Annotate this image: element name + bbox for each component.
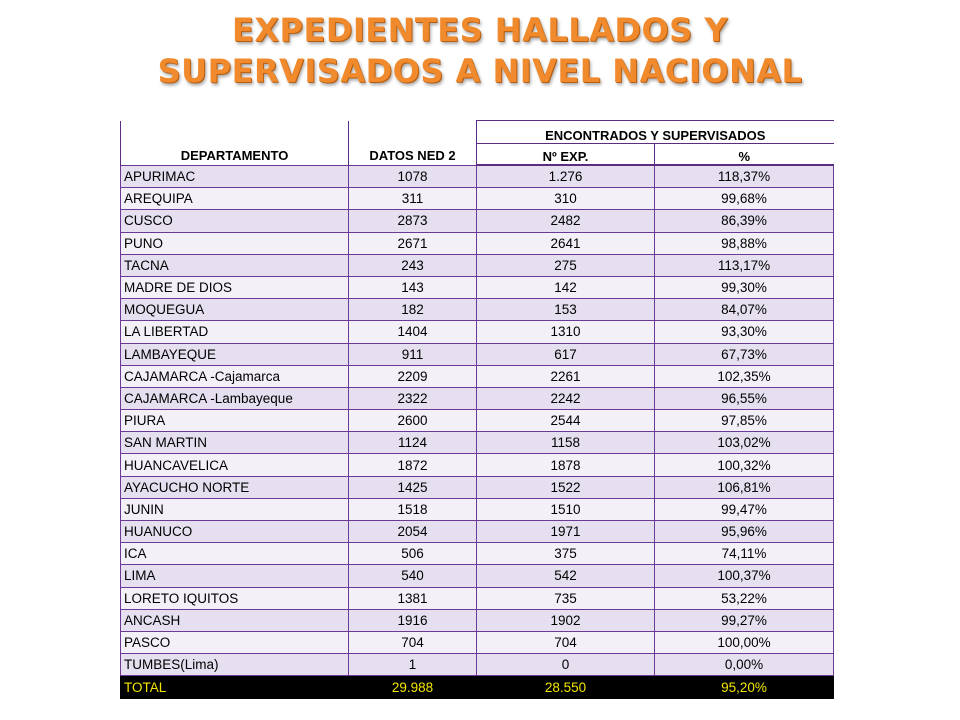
header-departamento: DEPARTAMENTO xyxy=(121,121,349,166)
cell-datos-ned: 2322 xyxy=(349,387,477,409)
cell-pct: 99,30% xyxy=(655,276,834,298)
header-encontrados: ENCONTRADOS Y SUPERVISADOS xyxy=(477,121,834,144)
total-exp: 28.550 xyxy=(477,676,655,699)
total-row xyxy=(121,676,834,699)
cell-datos-ned: 143 xyxy=(349,276,477,298)
cell-departamento: PASCO xyxy=(121,631,349,653)
cell-departamento: HUANUCO xyxy=(121,521,349,543)
cell-datos-ned: 1404 xyxy=(349,321,477,343)
cell-datos-ned: 1916 xyxy=(349,609,477,631)
cell-nro-exp: 375 xyxy=(477,543,655,565)
table-row xyxy=(121,521,834,543)
cell-nro-exp: 2482 xyxy=(477,210,655,232)
table-row xyxy=(121,232,834,254)
cell-datos-ned: 1518 xyxy=(349,498,477,520)
cell-pct: 100,37% xyxy=(655,565,834,587)
cell-departamento: PUNO xyxy=(121,232,349,254)
cell-pct: 102,35% xyxy=(655,365,834,387)
cell-datos-ned: 1872 xyxy=(349,454,477,476)
table-row xyxy=(121,565,834,587)
cell-departamento: MOQUEGUA xyxy=(121,299,349,321)
cell-nro-exp: 275 xyxy=(477,254,655,276)
table-body xyxy=(121,165,834,676)
cell-pct: 113,17% xyxy=(655,254,834,276)
cell-pct: 106,81% xyxy=(655,476,834,498)
cell-nro-exp: 704 xyxy=(477,631,655,653)
cell-nro-exp: 1971 xyxy=(477,521,655,543)
cell-nro-exp: 2641 xyxy=(477,232,655,254)
cell-nro-exp: 1158 xyxy=(477,432,655,454)
cell-departamento: CUSCO xyxy=(121,210,349,232)
table-row xyxy=(121,654,834,676)
cell-pct: 118,37% xyxy=(655,165,834,188)
table-row xyxy=(121,498,834,520)
table-row xyxy=(121,609,834,631)
cell-pct: 95,96% xyxy=(655,521,834,543)
title-line-1: EXPEDIENTES HALLADOS Y xyxy=(231,11,729,49)
cell-datos-ned: 2209 xyxy=(349,365,477,387)
cell-pct: 103,02% xyxy=(655,432,834,454)
cell-nro-exp: 1.276 xyxy=(477,165,655,188)
table-row xyxy=(121,365,834,387)
cell-nro-exp: 1878 xyxy=(477,454,655,476)
cell-nro-exp: 735 xyxy=(477,587,655,609)
header-nro-exp: Nº EXP. xyxy=(477,144,655,166)
header-datos-ned: DATOS NED 2 xyxy=(349,121,477,166)
cell-nro-exp: 617 xyxy=(477,343,655,365)
cell-departamento: SAN MARTIN xyxy=(121,432,349,454)
table-row xyxy=(121,387,834,409)
cell-pct: 100,00% xyxy=(655,631,834,653)
cell-nro-exp: 2261 xyxy=(477,365,655,387)
cell-datos-ned: 2600 xyxy=(349,410,477,432)
cell-datos-ned: 243 xyxy=(349,254,477,276)
total-ned: 29.988 xyxy=(349,676,477,699)
cell-nro-exp: 1902 xyxy=(477,609,655,631)
cell-departamento: LA LIBERTAD xyxy=(121,321,349,343)
table-row xyxy=(121,432,834,454)
cell-nro-exp: 2242 xyxy=(477,387,655,409)
cell-pct: 99,68% xyxy=(655,188,834,210)
cell-datos-ned: 506 xyxy=(349,543,477,565)
cell-departamento: APURIMAC xyxy=(121,165,349,188)
cell-datos-ned: 1381 xyxy=(349,587,477,609)
cell-departamento: CAJAMARCA -Lambayeque xyxy=(121,387,349,409)
page-title xyxy=(0,10,960,92)
table-row xyxy=(121,543,834,565)
table-row xyxy=(121,276,834,298)
cell-departamento: JUNIN xyxy=(121,498,349,520)
cell-datos-ned: 1124 xyxy=(349,432,477,454)
table-row xyxy=(121,343,834,365)
cell-datos-ned: 2054 xyxy=(349,521,477,543)
cell-datos-ned: 540 xyxy=(349,565,477,587)
cell-datos-ned: 1425 xyxy=(349,476,477,498)
title-line-2: SUPERVISADOS A NIVEL NACIONAL xyxy=(157,52,803,90)
cell-departamento: AREQUIPA xyxy=(121,188,349,210)
table-row xyxy=(121,165,834,188)
cell-datos-ned: 2873 xyxy=(349,210,477,232)
cell-pct: 74,11% xyxy=(655,543,834,565)
cell-pct: 0,00% xyxy=(655,654,834,676)
cell-departamento: PIURA xyxy=(121,410,349,432)
cell-departamento: TUMBES(Lima) xyxy=(121,654,349,676)
table-row xyxy=(121,454,834,476)
cell-nro-exp: 310 xyxy=(477,188,655,210)
cell-datos-ned: 311 xyxy=(349,188,477,210)
cell-pct: 99,27% xyxy=(655,609,834,631)
table-row xyxy=(121,631,834,653)
table-row xyxy=(121,188,834,210)
cell-datos-ned: 704 xyxy=(349,631,477,653)
cell-nro-exp: 0 xyxy=(477,654,655,676)
cell-departamento: HUANCAVELICA xyxy=(121,454,349,476)
cell-departamento: AYACUCHO NORTE xyxy=(121,476,349,498)
cell-nro-exp: 142 xyxy=(477,276,655,298)
cell-pct: 96,55% xyxy=(655,387,834,409)
cell-departamento: ICA xyxy=(121,543,349,565)
table-row xyxy=(121,210,834,232)
cell-departamento: ANCASH xyxy=(121,609,349,631)
cell-departamento: LIMA xyxy=(121,565,349,587)
cell-pct: 99,47% xyxy=(655,498,834,520)
cell-pct: 84,07% xyxy=(655,299,834,321)
cell-nro-exp: 2544 xyxy=(477,410,655,432)
cell-pct: 67,73% xyxy=(655,343,834,365)
table-row xyxy=(121,410,834,432)
cell-departamento: LORETO IQUITOS xyxy=(121,587,349,609)
cell-pct: 98,88% xyxy=(655,232,834,254)
cell-nro-exp: 1310 xyxy=(477,321,655,343)
table-row xyxy=(121,321,834,343)
total-label: TOTAL xyxy=(121,676,349,699)
table-row xyxy=(121,587,834,609)
header-pct: % xyxy=(655,144,834,166)
cell-departamento: LAMBAYEQUE xyxy=(121,343,349,365)
expedientes-table xyxy=(120,120,834,699)
cell-departamento: MADRE DE DIOS xyxy=(121,276,349,298)
cell-pct: 53,22% xyxy=(655,587,834,609)
cell-nro-exp: 1522 xyxy=(477,476,655,498)
table-row xyxy=(121,476,834,498)
cell-nro-exp: 542 xyxy=(477,565,655,587)
cell-datos-ned: 911 xyxy=(349,343,477,365)
cell-pct: 100,32% xyxy=(655,454,834,476)
cell-datos-ned: 2671 xyxy=(349,232,477,254)
cell-departamento: CAJAMARCA -Cajamarca xyxy=(121,365,349,387)
cell-nro-exp: 1510 xyxy=(477,498,655,520)
total-pct: 95,20% xyxy=(655,676,834,699)
table-row xyxy=(121,254,834,276)
cell-pct: 97,85% xyxy=(655,410,834,432)
cell-pct: 86,39% xyxy=(655,210,834,232)
cell-datos-ned: 1078 xyxy=(349,165,477,188)
cell-pct: 93,30% xyxy=(655,321,834,343)
cell-datos-ned: 1 xyxy=(349,654,477,676)
cell-departamento: TACNA xyxy=(121,254,349,276)
table-row xyxy=(121,299,834,321)
cell-nro-exp: 153 xyxy=(477,299,655,321)
cell-datos-ned: 182 xyxy=(349,299,477,321)
